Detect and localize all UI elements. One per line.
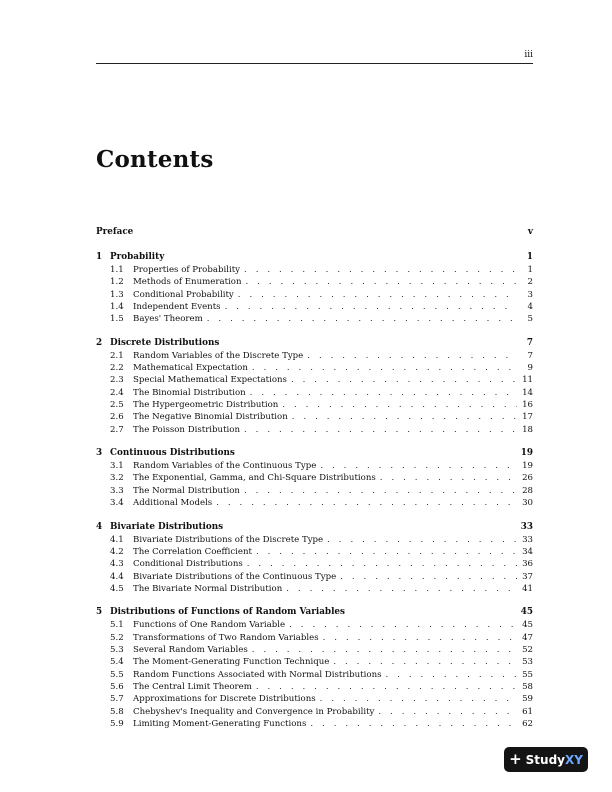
section-number: 5.2: [110, 632, 124, 643]
page-number: iii: [524, 50, 533, 60]
preface-page: v: [527, 227, 533, 237]
section-number: 2.7: [110, 424, 124, 435]
section-number: 5.1: [110, 620, 124, 631]
dot-leader: [340, 571, 517, 583]
toc-section-entry[interactable]: [96, 706, 533, 718]
section-page: 62: [522, 718, 533, 729]
dot-leader: [323, 632, 517, 644]
studyxy-badge[interactable]: [504, 747, 588, 772]
dot-leader: [386, 669, 517, 681]
section-page: 26: [522, 473, 533, 484]
section-title: Bayes' Theorem: [133, 314, 203, 325]
section-number: 2.1: [110, 350, 124, 361]
toc-chapter: [96, 521, 533, 596]
section-title: Bivariate Distributions of the Continuous Type: [133, 571, 337, 582]
section-title: Transformations of Two Random Variables: [133, 632, 319, 643]
toc-preface-entry[interactable]: [96, 226, 533, 238]
section-page: 19: [522, 461, 533, 472]
section-title: The Central Limit Theorem: [133, 681, 252, 692]
section-number: 5.7: [110, 694, 124, 705]
toc-section-entry[interactable]: [96, 301, 533, 313]
toc-section-entry[interactable]: [96, 411, 533, 423]
section-number: 4.1: [110, 534, 124, 545]
section-page: 36: [522, 559, 533, 570]
section-page: 14: [522, 387, 533, 398]
section-number: 2.4: [110, 387, 124, 398]
section-page: 61: [522, 706, 533, 717]
toc-section-entry[interactable]: [96, 460, 533, 472]
section-title: Additional Models: [133, 498, 213, 509]
section-number: 3.1: [110, 461, 124, 472]
table-of-contents: [96, 226, 533, 741]
section-number: 1.4: [110, 302, 124, 313]
chapter-page: 7: [526, 337, 533, 348]
section-page: 3: [527, 289, 533, 300]
chapter-number: 1: [96, 252, 103, 262]
section-title: Approximations for Discrete Distributions: [133, 694, 316, 705]
dot-leader: [250, 387, 517, 399]
section-number: 2.6: [110, 412, 124, 423]
section-number: 5.3: [110, 644, 124, 655]
toc-section-entry[interactable]: [96, 583, 533, 595]
section-number: 5.5: [110, 669, 124, 680]
section-title: Random Variables of the Discrete Type: [133, 350, 304, 361]
section-number: 4.2: [110, 546, 124, 557]
section-title: The Poisson Distribution: [133, 424, 241, 435]
section-title: Random Functions Associated with Normal Distributions: [133, 669, 382, 680]
section-page: 58: [522, 681, 533, 692]
section-title: Functions of One Random Variable: [133, 620, 286, 631]
section-title: The Moment-Generating Function Technique: [133, 657, 330, 668]
toc-section-entry[interactable]: [96, 681, 533, 693]
toc-section-entry[interactable]: [96, 374, 533, 386]
toc-chapter: [96, 447, 533, 509]
section-title: Chebyshev's Inequality and Convergence in Probability: [133, 706, 375, 717]
chapter-list: [96, 251, 533, 730]
chapter-number: 5: [96, 607, 103, 618]
dot-leader: [320, 460, 517, 472]
section-number: 3.4: [110, 498, 124, 509]
chapter-page: 19: [520, 448, 533, 459]
section-title: The Binomial Distribution: [133, 387, 246, 398]
toc-section-entry[interactable]: [96, 656, 533, 668]
running-header: [96, 50, 533, 64]
toc-section-entry[interactable]: [96, 693, 533, 705]
section-page: 4: [527, 302, 533, 313]
section-title: Methods of Enumeration: [133, 277, 242, 288]
dot-leader: [256, 681, 517, 693]
dot-leader: [333, 656, 517, 668]
section-number: 4.3: [110, 559, 124, 570]
section-number: 5.4: [110, 657, 124, 668]
section-page: 5: [527, 314, 533, 325]
dot-leader: [238, 289, 517, 301]
section-title: The Exponential, Gamma, and Chi-Square Distributions: [133, 473, 376, 484]
section-page: 16: [522, 400, 533, 411]
section-number: 1.3: [110, 289, 124, 300]
section-page: 33: [522, 534, 533, 545]
section-page: 9: [527, 363, 533, 374]
dot-leader: [207, 313, 517, 325]
toc-section-entry[interactable]: [96, 264, 533, 276]
dot-leader: [244, 485, 517, 497]
section-page: 41: [522, 583, 533, 594]
section-page: 28: [522, 485, 533, 496]
section-number: 5.8: [110, 706, 124, 717]
toc-section-entry[interactable]: [96, 424, 533, 436]
section-number: 4.4: [110, 571, 124, 582]
dot-leader: [225, 301, 517, 313]
section-page: 52: [522, 644, 533, 655]
section-page: 34: [522, 546, 533, 557]
toc-chapter: [96, 337, 533, 436]
section-number: 3.2: [110, 473, 124, 484]
section-number: 5.6: [110, 681, 124, 692]
toc-chapter-entry[interactable]: [96, 606, 533, 619]
chapter-number: 3: [96, 448, 103, 459]
chapter-number: 4: [96, 521, 103, 532]
toc-chapter: [96, 251, 533, 326]
toc-section-entry[interactable]: [96, 387, 533, 399]
toc-section-entry[interactable]: [96, 619, 533, 631]
section-number: 1.2: [110, 277, 124, 288]
toc-section-entry[interactable]: [96, 399, 533, 411]
toc-section-entry[interactable]: [96, 558, 533, 570]
section-title: Properties of Probability: [133, 265, 241, 275]
chapter-page: 33: [520, 521, 533, 532]
toc-chapter: [96, 606, 533, 730]
section-page: 59: [522, 694, 533, 705]
section-page: 11: [522, 375, 533, 386]
plus-icon: +: [509, 750, 522, 768]
toc-chapter-entry[interactable]: [96, 251, 533, 264]
section-page: 55: [522, 669, 533, 680]
section-title: The Correlation Coefficient: [133, 546, 252, 557]
dot-leader: [378, 706, 517, 718]
toc-section-entry[interactable]: [96, 313, 533, 325]
section-page: 53: [522, 657, 533, 668]
section-title: Conditional Distributions: [133, 559, 243, 570]
chapter-title: Discrete Distributions: [110, 337, 220, 348]
section-number: 2.2: [110, 363, 124, 374]
section-title: Conditional Probability: [133, 289, 234, 300]
section-page: 17: [522, 412, 533, 423]
toc-chapter-entry[interactable]: [96, 337, 533, 350]
section-page: 37: [522, 571, 533, 582]
toc-section-entry[interactable]: [96, 669, 533, 681]
toc-section-entry[interactable]: [96, 718, 533, 730]
section-title: Mathematical Expectation: [133, 363, 248, 374]
dot-leader: [327, 534, 517, 546]
toc-section-entry[interactable]: [96, 362, 533, 374]
dot-leader: [289, 619, 517, 631]
chapter-title: Continuous Distributions: [110, 448, 235, 459]
toc-section-entry[interactable]: [96, 571, 533, 583]
dot-leader: [282, 399, 517, 411]
section-page: 2: [527, 277, 533, 288]
dot-leader: [246, 276, 518, 288]
dot-leader: [252, 644, 517, 656]
section-page: 18: [522, 424, 533, 435]
dot-leader: [286, 583, 517, 595]
section-number: 3.3: [110, 485, 124, 496]
toc-chapter-entry[interactable]: [96, 521, 533, 534]
dot-leader: [244, 264, 517, 276]
chapter-title: Bivariate Distributions: [110, 521, 224, 532]
toc-section-entry[interactable]: [96, 350, 533, 362]
dot-leader: [380, 472, 517, 484]
section-title: Random Variables of the Continuous Type: [133, 461, 317, 472]
section-number: 4.5: [110, 583, 124, 594]
section-title: The Negative Binomial Distribution: [133, 412, 288, 423]
section-title: The Normal Distribution: [133, 485, 240, 496]
dot-leader: [252, 362, 517, 374]
section-page: 45: [522, 620, 533, 631]
toc-section-entry[interactable]: [96, 485, 533, 497]
section-title: Independent Events: [133, 302, 221, 313]
chapter-page: 45: [520, 607, 533, 618]
section-page: 1: [527, 265, 533, 275]
section-page: 7: [527, 350, 533, 361]
preface-label: Preface: [96, 227, 134, 237]
toc-section-entry[interactable]: [96, 534, 533, 546]
section-title: Several Random Variables: [133, 644, 248, 655]
dot-leader: [291, 374, 517, 386]
chapter-number: 2: [96, 337, 103, 348]
toc-section-entry[interactable]: [96, 289, 533, 301]
section-page: 47: [522, 632, 533, 643]
toc-section-entry[interactable]: [96, 276, 533, 288]
toc-section-entry[interactable]: [96, 472, 533, 484]
chapter-title: Probability: [110, 252, 165, 262]
section-page: 30: [522, 498, 533, 509]
toc-section-entry[interactable]: [96, 632, 533, 644]
dot-leader: [216, 497, 517, 509]
brand-main: Study: [525, 752, 565, 767]
toc-section-entry[interactable]: [96, 644, 533, 656]
section-number: 2.3: [110, 375, 124, 386]
dot-leader: [247, 558, 517, 570]
section-title: Special Mathematical Expectations: [133, 375, 287, 386]
dot-leader: [292, 411, 517, 423]
chapter-title: Distributions of Functions of Random Variables: [110, 607, 345, 618]
chapter-page: 1: [526, 252, 533, 262]
section-title: The Bivariate Normal Distribution: [133, 583, 283, 594]
brand-accent: XY: [564, 752, 583, 767]
toc-section-entry[interactable]: [96, 497, 533, 509]
section-number: 1.1: [110, 265, 124, 275]
dot-leader: [320, 693, 517, 705]
section-title: The Hypergeometric Distribution: [133, 400, 279, 411]
toc-chapter-entry[interactable]: [96, 447, 533, 460]
section-number: 1.5: [110, 314, 124, 325]
section-number: 5.9: [110, 718, 124, 729]
toc-section-entry[interactable]: [96, 546, 533, 558]
dot-leader: [256, 546, 517, 558]
section-number: 2.5: [110, 400, 124, 411]
page-title: Contents: [96, 146, 214, 173]
dot-leader: [307, 350, 517, 362]
section-title: Bivariate Distributions of the Discrete Type: [133, 534, 324, 545]
section-title: Limiting Moment-Generating Functions: [133, 718, 307, 729]
dot-leader: [310, 718, 517, 730]
dot-leader: [244, 424, 517, 436]
